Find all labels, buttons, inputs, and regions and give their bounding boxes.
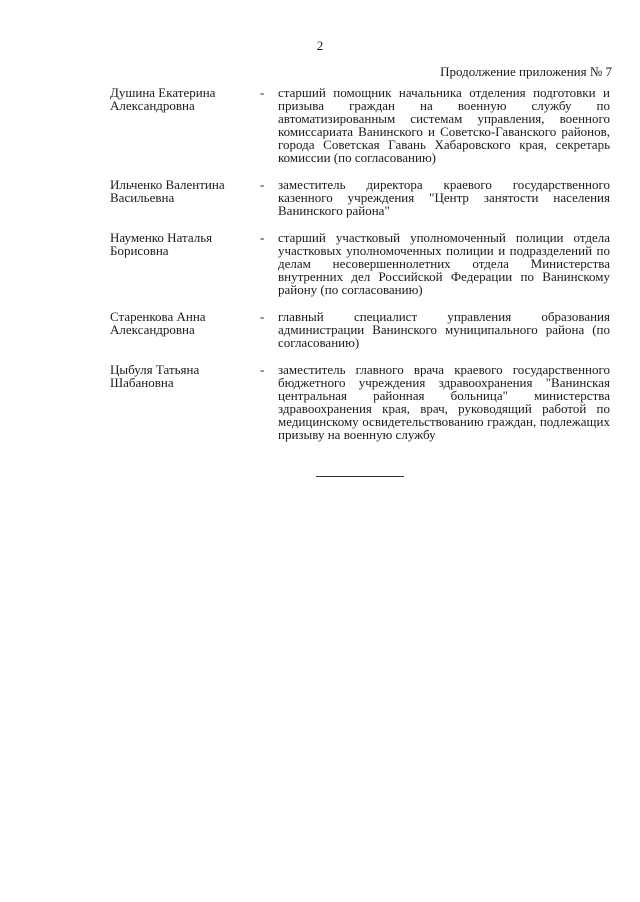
member-role: заместитель главного врача краевого государственного бюджетного учреждения здравоохранения "Ванинская центральная районная больница" министерства здравоохранения края, врач, руководящий работой по медицинскому освидетельствованию граждан, подлежащих призыву на военную службу (278, 362, 610, 442)
member-role: заместитель директора краевого государственного казенного учреждения "Центр занятости населения Ванинского района" (278, 177, 610, 218)
closing-divider (316, 476, 404, 477)
member-dash: - (260, 177, 265, 192)
member-name: Ильченко Валентина Васильевна (110, 177, 225, 205)
member-name: Старенкова Анна Александровна (110, 309, 206, 337)
member-role: старший помощник начальника отделения подготовки и призыва граждан на военную службу по автоматизированным системам управления, военного комиссариата Ванинского и Советско-Гаванского районов, города Советская Гавань Хабаровского края, секретарь комиссии (по согласованию) (278, 85, 610, 165)
list-item (110, 363, 610, 441)
continuation-label: Продолжение приложения № 7 (440, 64, 612, 79)
list-item (110, 86, 610, 164)
member-dash: - (260, 85, 265, 100)
member-role: главный специалист управления образования администрации Ванинского муниципального района (по согласованию) (278, 309, 610, 350)
member-list (110, 86, 610, 455)
list-item (110, 178, 610, 217)
member-name: Цыбуля Татьяна Шабановна (110, 362, 200, 390)
member-name: Душина Екатерина Александровна (110, 85, 216, 113)
member-name: Науменко Наталья Борисовна (110, 230, 213, 258)
list-item (110, 310, 610, 349)
list-item (110, 231, 610, 296)
member-dash: - (260, 230, 265, 245)
member-dash: - (260, 362, 265, 377)
member-dash: - (260, 309, 265, 324)
page-number: 2 (316, 38, 324, 53)
member-role: старший участковый уполномоченный полиции отдела участковых уполномоченных полиции и подразделений по делам несовершеннолетних отдела Министерства внутренних дел Российской Федерации по Ванинскому району (по согласованию) (278, 230, 610, 297)
